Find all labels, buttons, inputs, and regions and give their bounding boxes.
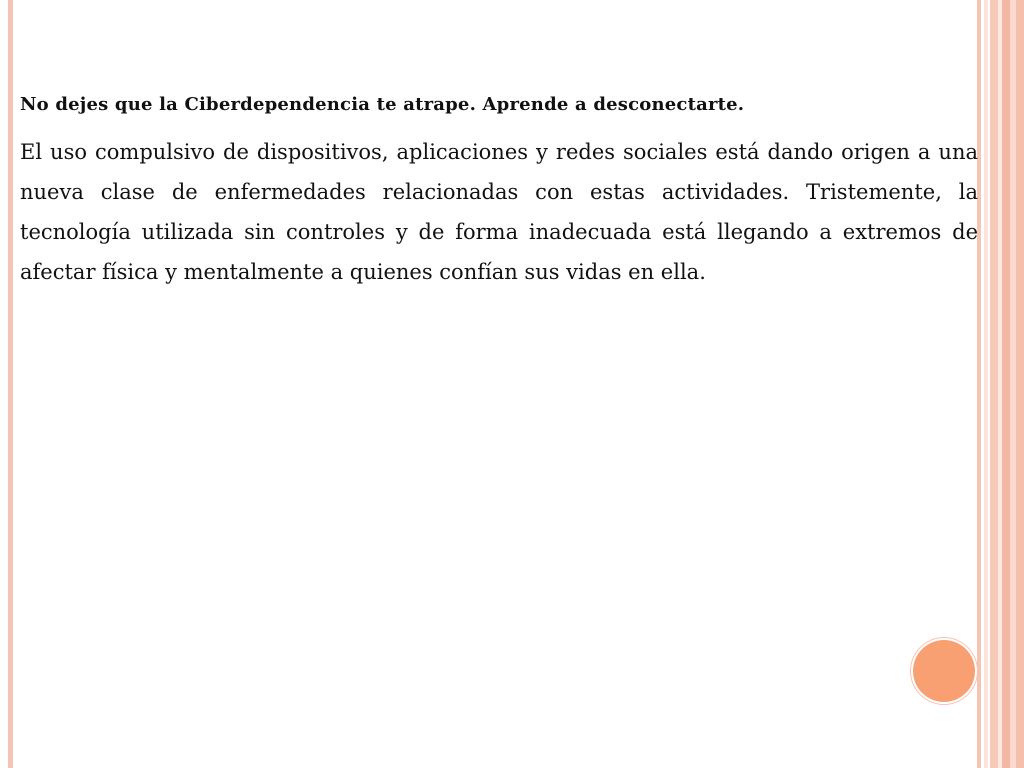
slide-body-text: El uso compulsivo de dispositivos, aplicaciones y redes sociales está dando origen a una nueva clase de enfermedades relacionadas con estas actividades. Tristemente, la tecnología utilizada sin controles y de forma inadecuada está llegando a extremos de afectar física y mentalmente a quienes confían sus vidas en ella. bbox=[20, 140, 978, 284]
orange-circle-decoration bbox=[913, 640, 975, 702]
left-border-line bbox=[8, 0, 13, 768]
slide-heading: No dejes que la Ciberdependencia te atrape. Aprende a desconectarte. bbox=[20, 94, 745, 115]
right-decorative-stripes bbox=[976, 0, 1024, 768]
slide-content bbox=[20, 92, 978, 292]
